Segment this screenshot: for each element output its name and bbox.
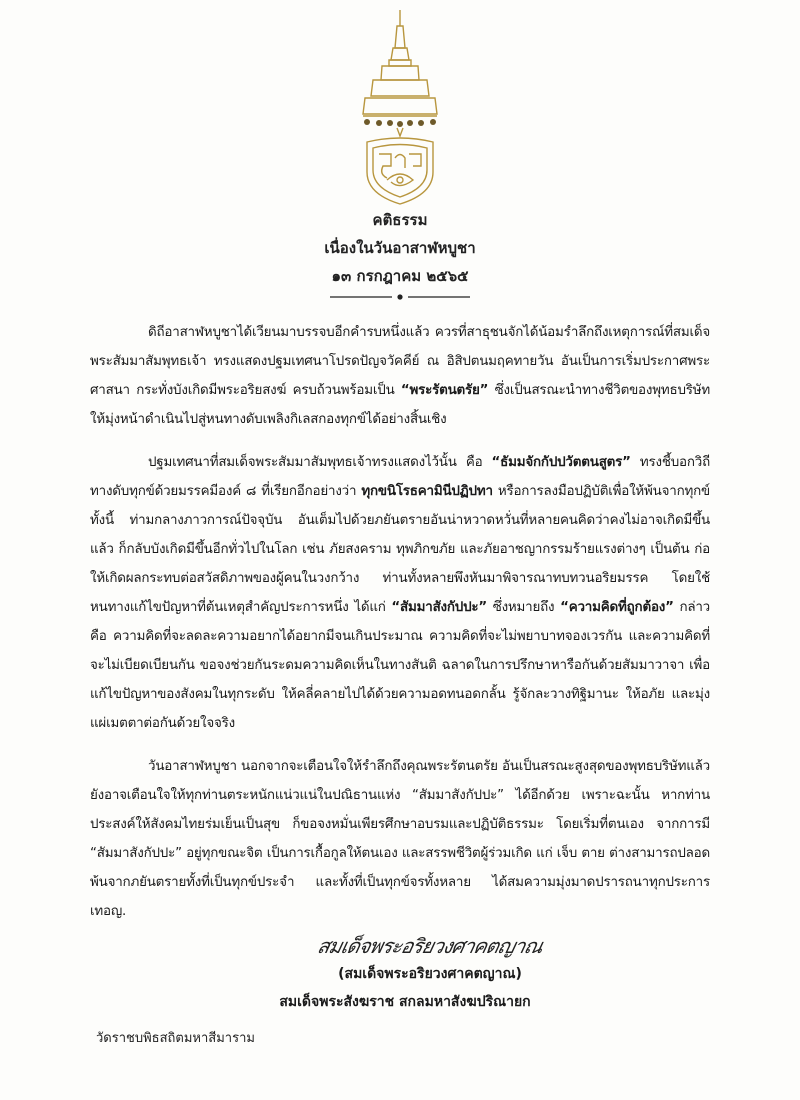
document-body xyxy=(90,318,710,940)
document-subtitle: เนื่องในวันอาสาฬหบูชา xyxy=(324,239,476,257)
document-title: คติธรรม xyxy=(372,211,428,229)
emphasis-triple-gem: “พระรัตนตรัย” xyxy=(400,383,489,398)
royal-pagoda-crest-icon xyxy=(355,8,445,208)
paragraph-3: วันอาสาฬหบูชา นอกจากจะเตือนใจให้รำลึกถึงคุณพระรัตนตรัย อันเป็นสรณะสูงสุดของพุทธบริษัทแล้ว ยังอาจเตือนใจให้ทุกท่านตระหนักแน่วแน่ในปณิธานแห่ง “สัมมาสังกัปปะ” ได้อีกด้วย เพราะฉะนั้น หากท่านประสงค์ให้สังคมไทยร่มเย็นเป็นสุข ก็ขอจงหมั่นเพียรศึกษาอบรมและปฏิบัติธรรมะ โดยเริ่มที่ตนเอง จากการมี “สัมมาสังกัปปะ” อยู่ทุกขณะจิต เป็นการเกื้อกูลให้ตนเอง และสรรพชีวิตผู้ร่วมเกิด แก่ เจ็บ ตาย ต่างสามารถปลอดพ้นจากภยันตรายทั้งที่เป็นทุกข์ประจำ และทั้งที่เป็นทุกข์จรทั้งหลาย ได้สมความมุ่งมาดปรารถนาทุกประการ เทอญ. xyxy=(90,759,710,919)
emphasis-right-intention: “สัมมาสังกัปปะ” xyxy=(391,600,487,615)
signatory-title: สมเด็จพระสังฆราช สกลมหาสังฆปริณายก xyxy=(279,994,531,1010)
royal-crest-emblem xyxy=(355,8,445,208)
document-header xyxy=(0,206,800,290)
emphasis-path: ทุกขนิโรธคามินีปฏิปทา xyxy=(361,484,493,499)
divider-ornament xyxy=(330,294,470,300)
paragraph-1: ดิถีอาสาฬหบูชาได้เวียนมาบรรจบอีกคำรบหนึ่งแล้ว ควรที่สาธุชนจักได้น้อมรำลึกถึงเหตุการณ์ที่สมเด็จพระสัมมาสัมพุทธเจ้า ทรงแสดงปฐมเทศนาโปรดปัญจวัคคีย์ ณ อิสิปตนมฤคทายวัน อันเป็นการเริ่มประกาศพระศาสนา กระทั่งบังเกิดมีพระอริยสงฆ์ ครบถ้วนพร้อมเป็น “พระรัตนตรัย” ซึ่งเป็นสรณะนำทางชีวิตของพุทธบริษัท ให้มุ่งหน้าดำเนินไปสู่หนทางดับเพลิงกิเลสกองทุกข์ได้อย่างสิ้นเชิง xyxy=(90,325,711,427)
issuing-location: วัดราชบพิธสถิตมหาสีมาราม xyxy=(96,1031,255,1046)
handwritten-signature: สมเด็จพระอริยวงศาคตญาณ xyxy=(315,934,545,958)
emphasis-sutta-name: “ธัมมจักกัปปวัตตนสูตร” xyxy=(491,455,631,470)
document-date: ๑๓ กรกฎาคม ๒๕๖๕ xyxy=(331,267,469,285)
paragraph-2: ปฐมเทศนาที่สมเด็จพระสัมมาสัมพุทธเจ้าทรงแสดงไว้นั้น คือ “ธัมมจักกัปปวัตตนสูตร” ทรงชี้บอกวิถีทางดับทุกข์ด้วยมรรคมีองค์ ๘ ที่เรียกอีกอย่างว่า ทุกขนิโรธคามินีปฏิปทา หรือการลงมือปฏิบัติเพื่อให้พ้นจากทุกข์ ทั้งนี้ ท่ามกลางภาวการณ์ปัจจุบัน อันเต็มไปด้วยภยันตรายอันน่าหวาดหวั่นที่หลายคนคิดว่าคงไม่อาจเกิดมีขึ้นแล้ว ก็กลับบังเกิดมีขึ้นอีกทั่วไปในโลก เช่น ภัยสงคราม ทุพภิกขภัย และภัยอาชญากรรมร้ายแรงต่างๆ เป็นต้น ก่อให้เกิดผลกระทบต่อสวัสดิภาพของผู้คนในวงกว้าง ท่านทั้งหลายพึงหันมาพิจารณาทบทวนอริยมรรค โดยใช้หนทางแก้ไขปัญหาที่ต้นเหตุสำคัญประการหนึ่ง ได้แก่ “สัมมาสังกัปปะ” ซึ่งหมายถึง “ความคิดที่ถูกต้อง” กล่าวคือ ความคิดที่จะลดละความอยากได้อยากมีจนเกินประมาณ ความคิดที่จะไม่พยาบาทจองเวรกัน และความคิดที่จะไม่เบียดเบียนกัน ขอจงช่วยกันระดมความคิดเห็นในทางสันติ ฉลาดในการปรึกษาหารือกันด้วยสัมมาวาจา เพื่อแก้ไขปัญหาของสังคมในทุกระดับ ให้คลี่คลายไปได้ด้วยความอดทนอดกลั้น รู้จักละวางทิฐิมานะ ให้อภัย และมุ่งแผ่เมตตาต่อกันด้วยใจจริง xyxy=(90,455,711,731)
emphasis-right-thought: “ความคิดที่ถูกต้อง” xyxy=(560,600,674,615)
signature-block xyxy=(0,930,800,1016)
signatory-name: (สมเด็จพระอริยวงศาคตญาณ) xyxy=(338,966,522,982)
